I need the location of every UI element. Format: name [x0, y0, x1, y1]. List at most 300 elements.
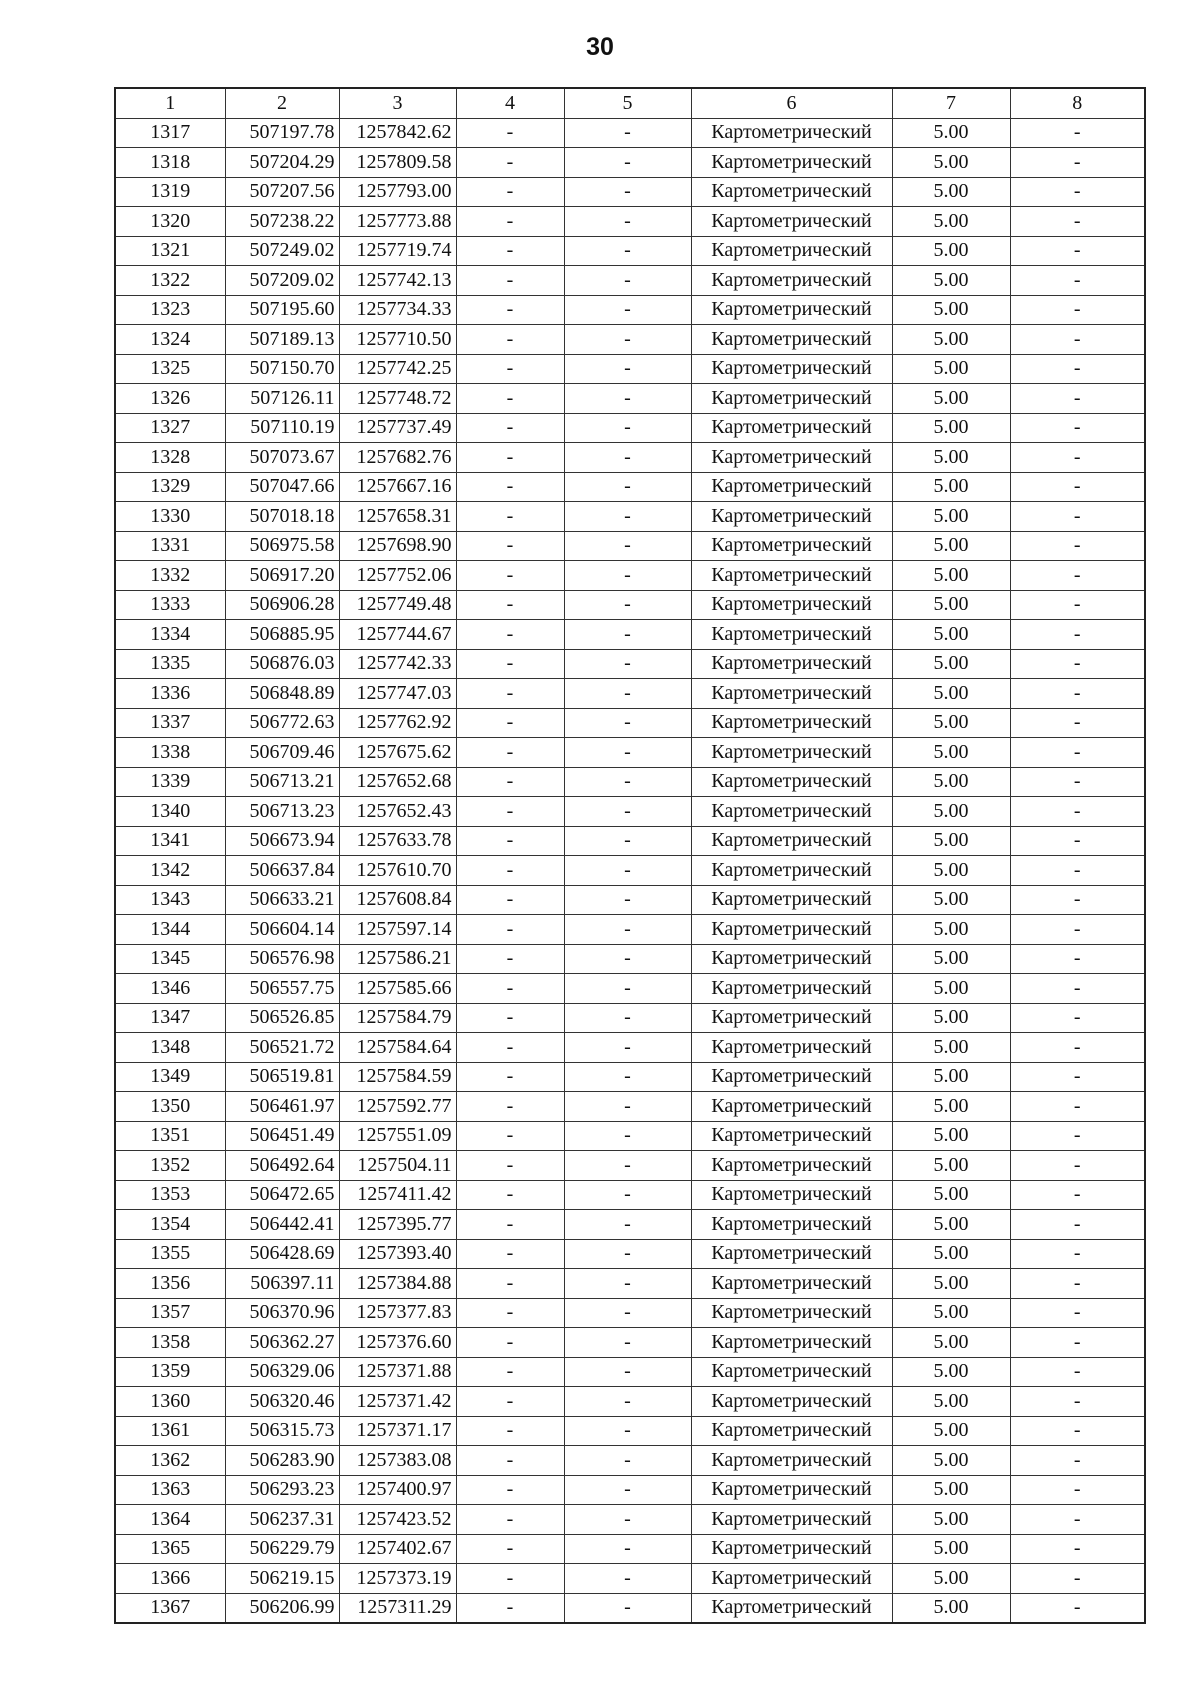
x-coordinate-cell: 506906.28 [225, 590, 339, 620]
col5-cell: - [564, 177, 691, 207]
col4-cell: - [456, 1092, 564, 1122]
col8-cell: - [1010, 207, 1145, 237]
col4-cell: - [456, 1269, 564, 1299]
y-coordinate-cell: 1257749.48 [339, 590, 456, 620]
y-coordinate-cell: 1257584.59 [339, 1062, 456, 1092]
col4-cell: - [456, 679, 564, 709]
col4-cell: - [456, 1298, 564, 1328]
col5-cell: - [564, 236, 691, 266]
table-row [115, 1062, 1145, 1092]
accuracy-cell: 5.00 [892, 1269, 1010, 1299]
table-row [115, 1593, 1145, 1623]
col8-cell: - [1010, 708, 1145, 738]
accuracy-cell: 5.00 [892, 502, 1010, 532]
col5-cell: - [564, 767, 691, 797]
accuracy-cell: 5.00 [892, 236, 1010, 266]
point-number-cell: 1320 [115, 207, 225, 237]
x-coordinate-cell: 507207.56 [225, 177, 339, 207]
x-coordinate-cell: 506329.06 [225, 1357, 339, 1387]
col5-cell: - [564, 354, 691, 384]
y-coordinate-cell: 1257610.70 [339, 856, 456, 886]
col4-cell: - [456, 590, 564, 620]
col5-cell: - [564, 915, 691, 945]
point-number-cell: 1328 [115, 443, 225, 473]
accuracy-cell: 5.00 [892, 177, 1010, 207]
col8-cell: - [1010, 1210, 1145, 1240]
col4-cell: - [456, 1003, 564, 1033]
method-cell: Картометрический [691, 767, 892, 797]
method-cell: Картометрический [691, 266, 892, 296]
col4-cell: - [456, 207, 564, 237]
col4-cell: - [456, 1534, 564, 1564]
table-row [115, 1387, 1145, 1417]
col8-cell: - [1010, 767, 1145, 797]
method-cell: Картометрический [691, 207, 892, 237]
method-cell: Картометрический [691, 1446, 892, 1476]
col5-cell: - [564, 148, 691, 178]
page-number: 30 [586, 33, 614, 61]
col5-cell: - [564, 679, 691, 709]
accuracy-cell: 5.00 [892, 915, 1010, 945]
table-row [115, 325, 1145, 355]
x-coordinate-cell: 506492.64 [225, 1151, 339, 1181]
col4-cell: - [456, 266, 564, 296]
x-coordinate-cell: 506713.21 [225, 767, 339, 797]
col8-cell: - [1010, 413, 1145, 443]
y-coordinate-cell: 1257311.29 [339, 1593, 456, 1623]
table-row [115, 1416, 1145, 1446]
col4-cell: - [456, 1416, 564, 1446]
x-coordinate-cell: 507018.18 [225, 502, 339, 532]
col4-cell: - [456, 826, 564, 856]
method-cell: Картометрический [691, 561, 892, 591]
col8-cell: - [1010, 679, 1145, 709]
method-cell: Картометрический [691, 1328, 892, 1358]
col4-cell: - [456, 177, 564, 207]
method-cell: Картометрический [691, 679, 892, 709]
col5-cell: - [564, 1003, 691, 1033]
method-cell: Картометрический [691, 295, 892, 325]
table-row [115, 620, 1145, 650]
x-coordinate-cell: 506848.89 [225, 679, 339, 709]
point-number-cell: 1334 [115, 620, 225, 650]
table-row [115, 944, 1145, 974]
method-cell: Картометрический [691, 1387, 892, 1417]
col5-cell: - [564, 561, 691, 591]
y-coordinate-cell: 1257773.88 [339, 207, 456, 237]
col5-cell: - [564, 443, 691, 473]
col4-cell: - [456, 1593, 564, 1623]
point-number-cell: 1359 [115, 1357, 225, 1387]
col8-cell: - [1010, 118, 1145, 148]
y-coordinate-cell: 1257597.14 [339, 915, 456, 945]
accuracy-cell: 5.00 [892, 767, 1010, 797]
col5-cell: - [564, 1387, 691, 1417]
col8-cell: - [1010, 1239, 1145, 1269]
point-number-cell: 1336 [115, 679, 225, 709]
point-number-cell: 1323 [115, 295, 225, 325]
col5-cell: - [564, 207, 691, 237]
x-coordinate-cell: 506472.65 [225, 1180, 339, 1210]
col4-cell: - [456, 1121, 564, 1151]
table-row [115, 1328, 1145, 1358]
accuracy-cell: 5.00 [892, 443, 1010, 473]
col5-cell: - [564, 1062, 691, 1092]
col8-cell: - [1010, 1092, 1145, 1122]
point-number-cell: 1357 [115, 1298, 225, 1328]
table-row [115, 148, 1145, 178]
x-coordinate-cell: 506320.46 [225, 1387, 339, 1417]
y-coordinate-cell: 1257658.31 [339, 502, 456, 532]
table-row [115, 738, 1145, 768]
x-coordinate-cell: 506206.99 [225, 1593, 339, 1623]
point-number-cell: 1347 [115, 1003, 225, 1033]
point-number-cell: 1317 [115, 118, 225, 148]
col4-cell: - [456, 944, 564, 974]
point-number-cell: 1358 [115, 1328, 225, 1358]
method-cell: Картометрический [691, 1033, 892, 1063]
accuracy-cell: 5.00 [892, 1092, 1010, 1122]
col8-cell: - [1010, 620, 1145, 650]
accuracy-cell: 5.00 [892, 148, 1010, 178]
accuracy-cell: 5.00 [892, 1151, 1010, 1181]
column-header: 7 [892, 88, 1010, 118]
y-coordinate-cell: 1257584.64 [339, 1033, 456, 1063]
col5-cell: - [564, 1180, 691, 1210]
method-cell: Картометрический [691, 1210, 892, 1240]
method-cell: Картометрический [691, 118, 892, 148]
col4-cell: - [456, 561, 564, 591]
table-row [115, 384, 1145, 414]
accuracy-cell: 5.00 [892, 413, 1010, 443]
x-coordinate-cell: 507209.02 [225, 266, 339, 296]
y-coordinate-cell: 1257384.88 [339, 1269, 456, 1299]
method-cell: Картометрический [691, 708, 892, 738]
point-number-cell: 1365 [115, 1534, 225, 1564]
x-coordinate-cell: 506576.98 [225, 944, 339, 974]
table-row [115, 708, 1145, 738]
point-number-cell: 1325 [115, 354, 225, 384]
y-coordinate-cell: 1257652.43 [339, 797, 456, 827]
col4-cell: - [456, 531, 564, 561]
col8-cell: - [1010, 236, 1145, 266]
point-number-cell: 1346 [115, 974, 225, 1004]
method-cell: Картометрический [691, 413, 892, 443]
col8-cell: - [1010, 1269, 1145, 1299]
table-row [115, 207, 1145, 237]
accuracy-cell: 5.00 [892, 1239, 1010, 1269]
point-number-cell: 1351 [115, 1121, 225, 1151]
point-number-cell: 1324 [115, 325, 225, 355]
accuracy-cell: 5.00 [892, 325, 1010, 355]
accuracy-cell: 5.00 [892, 856, 1010, 886]
x-coordinate-cell: 507238.22 [225, 207, 339, 237]
col4-cell: - [456, 325, 564, 355]
col8-cell: - [1010, 856, 1145, 886]
table-row [115, 266, 1145, 296]
col5-cell: - [564, 118, 691, 148]
table-row [115, 1446, 1145, 1476]
col8-cell: - [1010, 502, 1145, 532]
method-cell: Картометрический [691, 472, 892, 502]
x-coordinate-cell: 506315.73 [225, 1416, 339, 1446]
col4-cell: - [456, 974, 564, 1004]
accuracy-cell: 5.00 [892, 1475, 1010, 1505]
method-cell: Картометрический [691, 826, 892, 856]
col8-cell: - [1010, 1387, 1145, 1417]
col4-cell: - [456, 1328, 564, 1358]
col8-cell: - [1010, 1357, 1145, 1387]
y-coordinate-cell: 1257742.13 [339, 266, 456, 296]
accuracy-cell: 5.00 [892, 679, 1010, 709]
col8-cell: - [1010, 354, 1145, 384]
y-coordinate-cell: 1257608.84 [339, 885, 456, 915]
x-coordinate-cell: 507197.78 [225, 118, 339, 148]
point-number-cell: 1340 [115, 797, 225, 827]
col4-cell: - [456, 472, 564, 502]
x-coordinate-cell: 506219.15 [225, 1564, 339, 1594]
col5-cell: - [564, 1328, 691, 1358]
accuracy-cell: 5.00 [892, 1593, 1010, 1623]
point-number-cell: 1355 [115, 1239, 225, 1269]
x-coordinate-cell: 507073.67 [225, 443, 339, 473]
col4-cell: - [456, 738, 564, 768]
col5-cell: - [564, 472, 691, 502]
x-coordinate-cell: 507150.70 [225, 354, 339, 384]
col4-cell: - [456, 148, 564, 178]
table-row [115, 1505, 1145, 1535]
table-row [115, 236, 1145, 266]
column-header: 3 [339, 88, 456, 118]
method-cell: Картометрический [691, 1593, 892, 1623]
col5-cell: - [564, 325, 691, 355]
table-row [115, 1092, 1145, 1122]
x-coordinate-cell: 506229.79 [225, 1534, 339, 1564]
point-number-cell: 1337 [115, 708, 225, 738]
method-cell: Картометрический [691, 1505, 892, 1535]
method-cell: Картометрический [691, 915, 892, 945]
col8-cell: - [1010, 1534, 1145, 1564]
x-coordinate-cell: 507195.60 [225, 295, 339, 325]
col5-cell: - [564, 738, 691, 768]
col5-cell: - [564, 1475, 691, 1505]
method-cell: Картометрический [691, 1416, 892, 1446]
table-row [115, 1298, 1145, 1328]
method-cell: Картометрический [691, 354, 892, 384]
table-row [115, 856, 1145, 886]
point-number-cell: 1356 [115, 1269, 225, 1299]
table-row [115, 915, 1145, 945]
col8-cell: - [1010, 1475, 1145, 1505]
y-coordinate-cell: 1257373.19 [339, 1564, 456, 1594]
point-number-cell: 1335 [115, 649, 225, 679]
col5-cell: - [564, 620, 691, 650]
accuracy-cell: 5.00 [892, 1357, 1010, 1387]
y-coordinate-cell: 1257585.66 [339, 974, 456, 1004]
method-cell: Картометрический [691, 620, 892, 650]
x-coordinate-cell: 507189.13 [225, 325, 339, 355]
y-coordinate-cell: 1257719.74 [339, 236, 456, 266]
accuracy-cell: 5.00 [892, 1003, 1010, 1033]
point-number-cell: 1345 [115, 944, 225, 974]
table-row [115, 1475, 1145, 1505]
point-number-cell: 1332 [115, 561, 225, 591]
method-cell: Картометрический [691, 856, 892, 886]
col8-cell: - [1010, 885, 1145, 915]
col4-cell: - [456, 915, 564, 945]
col4-cell: - [456, 118, 564, 148]
col5-cell: - [564, 856, 691, 886]
accuracy-cell: 5.00 [892, 266, 1010, 296]
y-coordinate-cell: 1257675.62 [339, 738, 456, 768]
point-number-cell: 1344 [115, 915, 225, 945]
point-number-cell: 1339 [115, 767, 225, 797]
x-coordinate-cell: 507249.02 [225, 236, 339, 266]
table-row [115, 1534, 1145, 1564]
method-cell: Картометрический [691, 797, 892, 827]
col4-cell: - [456, 649, 564, 679]
y-coordinate-cell: 1257551.09 [339, 1121, 456, 1151]
y-coordinate-cell: 1257383.08 [339, 1446, 456, 1476]
col8-cell: - [1010, 1180, 1145, 1210]
method-cell: Картометрический [691, 1475, 892, 1505]
y-coordinate-cell: 1257395.77 [339, 1210, 456, 1240]
col5-cell: - [564, 797, 691, 827]
x-coordinate-cell: 506526.85 [225, 1003, 339, 1033]
point-number-cell: 1338 [115, 738, 225, 768]
x-coordinate-cell: 506713.23 [225, 797, 339, 827]
point-number-cell: 1367 [115, 1593, 225, 1623]
accuracy-cell: 5.00 [892, 1505, 1010, 1535]
table-row [115, 885, 1145, 915]
y-coordinate-cell: 1257682.76 [339, 443, 456, 473]
table-header-row [115, 88, 1145, 118]
x-coordinate-cell: 506885.95 [225, 620, 339, 650]
x-coordinate-cell: 506293.23 [225, 1475, 339, 1505]
point-number-cell: 1349 [115, 1062, 225, 1092]
col5-cell: - [564, 1446, 691, 1476]
x-coordinate-cell: 506876.03 [225, 649, 339, 679]
x-coordinate-cell: 506557.75 [225, 974, 339, 1004]
col5-cell: - [564, 1151, 691, 1181]
table-body [115, 118, 1145, 1623]
col5-cell: - [564, 826, 691, 856]
method-cell: Картометрический [691, 1003, 892, 1033]
col8-cell: - [1010, 738, 1145, 768]
y-coordinate-cell: 1257737.49 [339, 413, 456, 443]
accuracy-cell: 5.00 [892, 708, 1010, 738]
accuracy-cell: 5.00 [892, 1446, 1010, 1476]
method-cell: Картометрический [691, 738, 892, 768]
col8-cell: - [1010, 1505, 1145, 1535]
accuracy-cell: 5.00 [892, 1416, 1010, 1446]
point-number-cell: 1350 [115, 1092, 225, 1122]
accuracy-cell: 5.00 [892, 826, 1010, 856]
method-cell: Картометрический [691, 885, 892, 915]
x-coordinate-cell: 506397.11 [225, 1269, 339, 1299]
method-cell: Картометрический [691, 1269, 892, 1299]
method-cell: Картометрический [691, 944, 892, 974]
accuracy-cell: 5.00 [892, 207, 1010, 237]
method-cell: Картометрический [691, 384, 892, 414]
y-coordinate-cell: 1257793.00 [339, 177, 456, 207]
accuracy-cell: 5.00 [892, 1564, 1010, 1594]
table-row [115, 826, 1145, 856]
col5-cell: - [564, 502, 691, 532]
method-cell: Картометрический [691, 1062, 892, 1092]
method-cell: Картометрический [691, 148, 892, 178]
x-coordinate-cell: 506461.97 [225, 1092, 339, 1122]
accuracy-cell: 5.00 [892, 1534, 1010, 1564]
coordinates-table [114, 87, 1146, 1624]
y-coordinate-cell: 1257742.25 [339, 354, 456, 384]
accuracy-cell: 5.00 [892, 797, 1010, 827]
point-number-cell: 1327 [115, 413, 225, 443]
method-cell: Картометрический [691, 502, 892, 532]
col5-cell: - [564, 1121, 691, 1151]
y-coordinate-cell: 1257376.60 [339, 1328, 456, 1358]
col5-cell: - [564, 384, 691, 414]
col8-cell: - [1010, 1003, 1145, 1033]
col8-cell: - [1010, 148, 1145, 178]
accuracy-cell: 5.00 [892, 1062, 1010, 1092]
col4-cell: - [456, 502, 564, 532]
point-number-cell: 1360 [115, 1387, 225, 1417]
table-row [115, 797, 1145, 827]
x-coordinate-cell: 507204.29 [225, 148, 339, 178]
col8-cell: - [1010, 797, 1145, 827]
accuracy-cell: 5.00 [892, 944, 1010, 974]
method-cell: Картометрический [691, 1239, 892, 1269]
y-coordinate-cell: 1257698.90 [339, 531, 456, 561]
x-coordinate-cell: 506283.90 [225, 1446, 339, 1476]
y-coordinate-cell: 1257748.72 [339, 384, 456, 414]
table-row [115, 767, 1145, 797]
y-coordinate-cell: 1257393.40 [339, 1239, 456, 1269]
table-row [115, 1357, 1145, 1387]
accuracy-cell: 5.00 [892, 974, 1010, 1004]
col5-cell: - [564, 1505, 691, 1535]
column-header: 6 [691, 88, 892, 118]
x-coordinate-cell: 506451.49 [225, 1121, 339, 1151]
x-coordinate-cell: 506521.72 [225, 1033, 339, 1063]
col8-cell: - [1010, 974, 1145, 1004]
table-row [115, 502, 1145, 532]
method-cell: Картометрический [691, 531, 892, 561]
table-row [115, 1269, 1145, 1299]
col5-cell: - [564, 974, 691, 1004]
method-cell: Картометрический [691, 649, 892, 679]
col5-cell: - [564, 590, 691, 620]
accuracy-cell: 5.00 [892, 649, 1010, 679]
col5-cell: - [564, 531, 691, 561]
y-coordinate-cell: 1257744.67 [339, 620, 456, 650]
col5-cell: - [564, 1239, 691, 1269]
point-number-cell: 1343 [115, 885, 225, 915]
col8-cell: - [1010, 561, 1145, 591]
method-cell: Картометрический [691, 1180, 892, 1210]
method-cell: Картометрический [691, 974, 892, 1004]
col4-cell: - [456, 1387, 564, 1417]
y-coordinate-cell: 1257371.17 [339, 1416, 456, 1446]
col5-cell: - [564, 295, 691, 325]
col4-cell: - [456, 1180, 564, 1210]
x-coordinate-cell: 507047.66 [225, 472, 339, 502]
table-row [115, 295, 1145, 325]
method-cell: Картометрический [691, 177, 892, 207]
y-coordinate-cell: 1257710.50 [339, 325, 456, 355]
accuracy-cell: 5.00 [892, 1180, 1010, 1210]
